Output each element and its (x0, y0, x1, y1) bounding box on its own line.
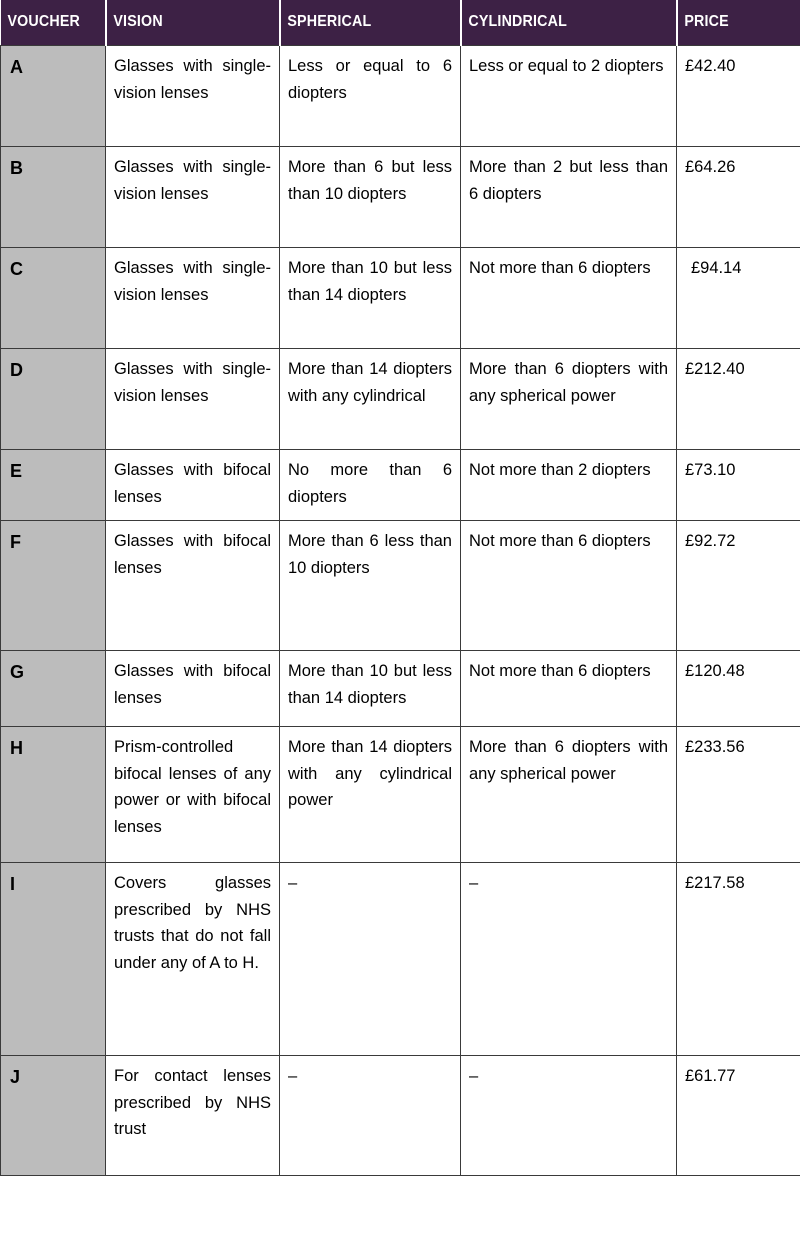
table-header (1, 0, 800, 46)
vision-description: Covers glasses prescribed by NHS trusts that do not fall under any of A to H. (106, 863, 280, 1056)
spherical-range: More than 14 diopters with any cylindrical power (280, 727, 461, 863)
cylindrical-range: More than 6 diopters with any spherical power (461, 727, 677, 863)
table-row (1, 521, 800, 651)
table-body (1, 46, 800, 1176)
price-value: £61.77 (677, 1056, 800, 1176)
vision-description: For contact lenses prescribed by NHS trust (106, 1056, 280, 1176)
spherical-range: More than 10 but less than 14 diopters (280, 651, 461, 727)
spherical-range: More than 6 but less than 10 diopters (280, 147, 461, 248)
column-header-price: PRICE (677, 0, 791, 46)
voucher-code: J (1, 1056, 106, 1176)
vision-description: Glasses with bifocal lenses (106, 450, 280, 521)
table-row (1, 450, 800, 521)
spherical-range: More than 14 diopters with any cylindrical (280, 349, 461, 450)
vision-description: Glasses with single-vision lenses (106, 349, 280, 450)
voucher-code: D (1, 349, 106, 450)
header-row (1, 0, 800, 46)
cylindrical-range: Less or equal to 2 diopters (461, 46, 677, 147)
price-value: £94.14 (677, 248, 800, 349)
voucher-code: F (1, 521, 106, 651)
price-value: £233.56 (677, 727, 800, 863)
cylindrical-range: Not more than 6 diopters (461, 651, 677, 727)
table-row (1, 1056, 800, 1176)
price-value: £64.26 (677, 147, 800, 248)
vision-description: Glasses with bifocal lenses (106, 651, 280, 727)
cylindrical-range: More than 2 but less than 6 diopters (461, 147, 677, 248)
cylindrical-range: Not more than 6 diopters (461, 521, 677, 651)
table-row (1, 248, 800, 349)
cylindrical-range: More than 6 diopters with any spherical power (461, 349, 677, 450)
column-header-spherical: SPHERICAL (280, 0, 447, 46)
column-header-vision: VISION (106, 0, 266, 46)
vision-description: Prism-controlled bifocal lenses of any power or with bifocal lenses (106, 727, 280, 863)
price-value: £42.40 (677, 46, 800, 147)
table-row (1, 147, 800, 248)
table-row (1, 863, 800, 1056)
price-value: £120.48 (677, 651, 800, 727)
vision-description: Glasses with single-vision lenses (106, 147, 280, 248)
cylindrical-range: Not more than 6 diopters (461, 248, 677, 349)
spherical-range: More than 10 but less than 14 diopters (280, 248, 461, 349)
voucher-code: H (1, 727, 106, 863)
price-value: £73.10 (677, 450, 800, 521)
column-header-cylindrical: CYLINDRICAL (461, 0, 660, 46)
cylindrical-range: – (461, 863, 677, 1056)
spherical-range: More than 6 less than 10 diopters (280, 521, 461, 651)
voucher-code: B (1, 147, 106, 248)
vision-description: Glasses with bifocal lenses (106, 521, 280, 651)
spherical-range: Less or equal to 6 diopters (280, 46, 461, 147)
table-row (1, 46, 800, 147)
table-row (1, 349, 800, 450)
spherical-range: – (280, 1056, 461, 1176)
vision-description: Glasses with single-vision lenses (106, 46, 280, 147)
table-row (1, 727, 800, 863)
vision-description: Glasses with single-vision lenses (106, 248, 280, 349)
voucher-code: I (1, 863, 106, 1056)
voucher-code: G (1, 651, 106, 727)
price-value: £217.58 (677, 863, 800, 1056)
price-value: £92.72 (677, 521, 800, 651)
cylindrical-range: – (461, 1056, 677, 1176)
voucher-code: A (1, 46, 106, 147)
spherical-range: No more than 6 diopters (280, 450, 461, 521)
spherical-range: – (280, 863, 461, 1056)
cylindrical-range: Not more than 2 diopters (461, 450, 677, 521)
voucher-code: E (1, 450, 106, 521)
column-header-voucher: VOUCHER (1, 0, 98, 46)
price-value: £212.40 (677, 349, 800, 450)
table-row (1, 651, 800, 727)
voucher-code: C (1, 248, 106, 349)
